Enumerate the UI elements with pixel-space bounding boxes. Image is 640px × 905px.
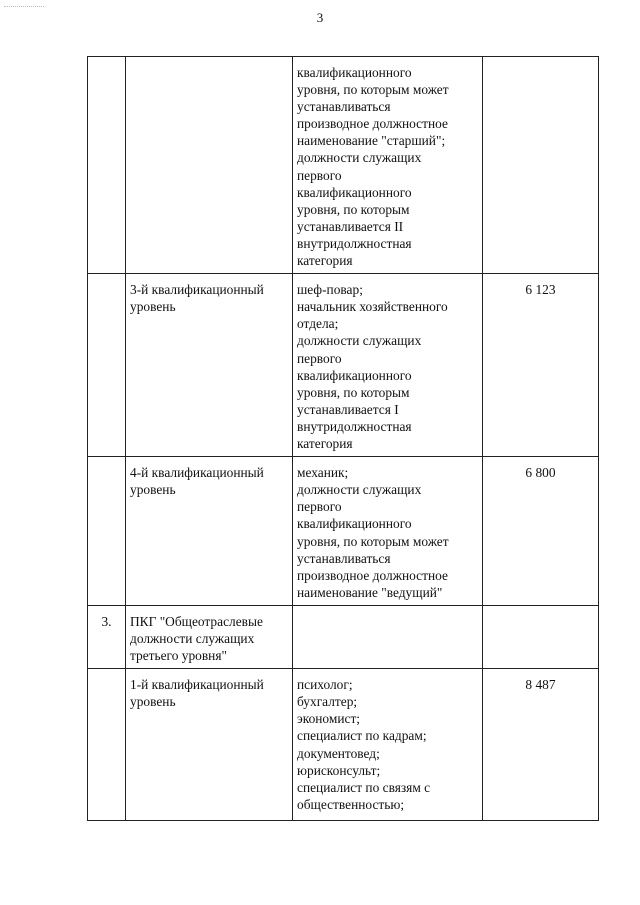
position-text-line: механик;: [297, 465, 349, 481]
position-text-line: наименование "ведущий": [297, 584, 443, 600]
qualification-level-cell: [126, 605, 293, 668]
position-text-line: квалификационного: [297, 184, 412, 200]
position-text-line: уровня, по которым: [297, 384, 410, 400]
row-number-cell: 3.: [88, 605, 126, 668]
level-text-line: ПКГ "Общеотраслевые: [130, 613, 263, 629]
position-text-line: производное должностное: [297, 116, 448, 132]
row-number-cell: [88, 274, 126, 457]
position-text-line: документовед;: [297, 745, 380, 761]
position-text-line: категория: [297, 253, 353, 269]
level-text-line: уровень: [130, 694, 176, 710]
position-text-line: внутридолжностная: [297, 235, 412, 251]
page-number: 3: [316, 10, 324, 25]
level-text-line: должности служащих: [130, 630, 255, 646]
position-text-line: начальник хозяйственного: [297, 299, 448, 315]
scan-artifact: [4, 6, 44, 9]
salary-cell: 8 487: [483, 669, 599, 821]
positions-cell: [293, 57, 483, 274]
position-text-line: психолог;: [297, 677, 353, 693]
table-row: [88, 274, 599, 457]
position-text-line: устанавливаться: [297, 550, 391, 566]
positions-cell: [293, 669, 483, 821]
position-text-line: производное должностное: [297, 567, 448, 583]
position-text-line: категория: [297, 435, 353, 451]
position-text-line: уровня, по которым может: [297, 533, 449, 549]
position-text-line: уровня, по которым может: [297, 82, 449, 98]
salary-table: [87, 56, 599, 821]
position-text-line: квалификационного: [297, 367, 412, 383]
position-text-line: специалист по связям с: [297, 779, 431, 795]
position-text-line: должности служащих: [297, 482, 422, 498]
positions-cell: [293, 605, 483, 668]
position-text-line: устанавливается I: [297, 401, 399, 417]
position-text-line: первого: [297, 350, 342, 366]
table-row: [88, 669, 599, 821]
position-text-line: бухгалтер;: [297, 694, 358, 710]
salary-cell: 6 800: [483, 457, 599, 606]
position-text-line: юрисконсульт;: [297, 762, 381, 778]
position-text-line: квалификационного: [297, 516, 412, 532]
row-number-cell: [88, 57, 126, 274]
level-text-line: третьего уровня": [130, 648, 227, 664]
qualification-level-cell: [126, 669, 293, 821]
salary-cell: [483, 57, 599, 274]
position-text-line: должности служащих: [297, 333, 422, 349]
qualification-level-cell: [126, 457, 293, 606]
position-text-line: шеф-повар;: [297, 282, 363, 298]
level-text-line: 3-й квалификационный: [130, 282, 264, 298]
row-number-cell: [88, 457, 126, 606]
position-text-line: первого: [297, 167, 342, 183]
position-text-line: должности служащих: [297, 150, 422, 166]
row-number-cell: [88, 669, 126, 821]
position-text-line: устанавливаться: [297, 99, 391, 115]
table-row: [88, 605, 599, 668]
salary-cell: 6 123: [483, 274, 599, 457]
positions-cell: [293, 457, 483, 606]
position-text-line: внутридолжностная: [297, 418, 412, 434]
position-text-line: общественностью;: [297, 796, 405, 812]
level-text-line: уровень: [130, 299, 176, 315]
position-text-line: наименование "старший";: [297, 133, 446, 149]
position-text-line: отдела;: [297, 316, 339, 332]
qualification-level-cell: [126, 274, 293, 457]
table-body: [88, 57, 599, 821]
position-text-line: экономист;: [297, 711, 361, 727]
level-text-line: 4-й квалификационный: [130, 465, 264, 481]
position-text-line: устанавливается II: [297, 218, 404, 234]
salary-cell: [483, 605, 599, 668]
table-row: [88, 57, 599, 274]
position-text-line: квалификационного: [297, 65, 412, 80]
qualification-level-cell: [126, 57, 293, 274]
position-text-line: первого: [297, 499, 342, 515]
position-text-line: специалист по кадрам;: [297, 728, 427, 744]
level-text-line: уровень: [130, 482, 176, 498]
positions-cell: [293, 274, 483, 457]
table-row: [88, 457, 599, 606]
position-text-line: уровня, по которым: [297, 201, 410, 217]
level-text-line: 1-й квалификационный: [130, 677, 264, 693]
